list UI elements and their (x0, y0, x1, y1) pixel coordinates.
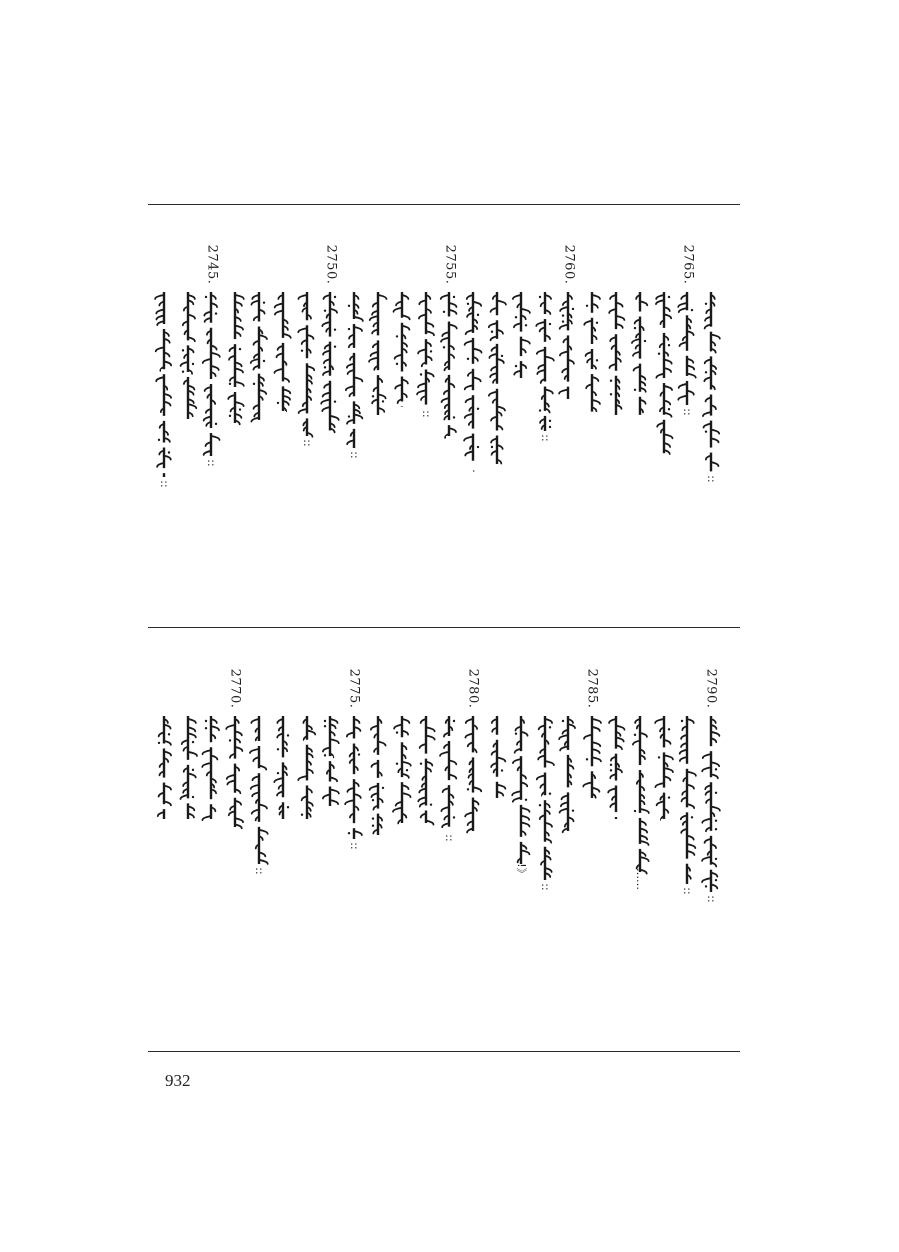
end-punctuation: :: (681, 887, 695, 895)
mongolian-script-line (177, 292, 199, 441)
mongolian-script-line (438, 716, 460, 853)
mongolian-script-line (367, 292, 389, 437)
top-rule (148, 204, 740, 205)
end-punctuation: …… (633, 868, 647, 890)
mongolian-script-line (534, 716, 556, 902)
mongolian-script-line (486, 716, 508, 820)
mongolian-script-line (486, 292, 508, 486)
end-punctuation: :: (705, 475, 719, 483)
mongolian-script-line (510, 716, 532, 886)
end-punctuation: :: (705, 895, 719, 903)
mongolian-script-line (177, 716, 199, 841)
end-punctuation: :: (253, 867, 266, 875)
mongolian-script-line (462, 716, 484, 853)
mongolian-script-line (653, 292, 675, 478)
mongolian-script-line (415, 292, 437, 429)
mongolian-script-line (581, 292, 603, 437)
end-punctuation: :: (538, 883, 552, 891)
middle-rule (148, 627, 740, 628)
end-punctuation: :: (443, 834, 457, 842)
mongolian-script-line (557, 716, 579, 853)
end-punctuation: !》 (514, 863, 528, 879)
line-number: 2765. (679, 244, 695, 284)
mongolian-script-line (605, 292, 627, 437)
end-punctuation: :: (348, 842, 362, 850)
verse-block-upper (148, 240, 740, 510)
line-number: 2775. (346, 668, 362, 708)
mongolian-script-line (272, 292, 294, 433)
mongolian-script-line (676, 716, 698, 906)
mongolian-script-line (343, 292, 365, 470)
mongolian-script-line (462, 292, 484, 486)
line-number: 2785. (584, 668, 600, 708)
mongolian-script-line (296, 292, 318, 458)
end-punctuation: :: (157, 480, 171, 488)
line-number: 2780. (465, 668, 481, 708)
mongolian-script-line (605, 716, 627, 841)
mongolian-script-line (629, 292, 651, 437)
mongolian-script-line (248, 716, 270, 886)
mongolian-script-line (224, 716, 246, 849)
mongolian-script-line (343, 716, 365, 861)
line-number: 2755. (441, 244, 457, 284)
page-number: 932 (165, 1071, 191, 1090)
mongolian-script-line (510, 292, 532, 400)
mongolian-script-line (629, 716, 651, 894)
mongolian-script-line (200, 292, 222, 478)
end-punctuation: :: (205, 459, 219, 467)
mongolian-script-line (415, 716, 437, 845)
end-punctuation: :: (300, 439, 314, 447)
mongolian-script-line (296, 716, 318, 841)
mongolian-script-line (367, 716, 389, 857)
mongolian-script-line (700, 292, 722, 494)
mongolian-script-line (438, 292, 460, 458)
mongolian-script-line (248, 292, 270, 445)
end-punctuation: :: (681, 408, 695, 416)
mongolian-script-line (653, 716, 675, 841)
end-punctuation: :: (538, 434, 552, 442)
mongolian-script-line (319, 716, 341, 828)
mongolian-script-line (224, 292, 246, 445)
end-punctuation: · (467, 469, 481, 473)
mongolian-script-line (676, 292, 698, 427)
mongolian-script-line (272, 716, 294, 841)
end-punctuation: :: (419, 410, 433, 418)
line-number: 2770. (227, 668, 243, 708)
mongolian-script-line (153, 292, 175, 499)
mongolian-script-line (200, 716, 222, 841)
mongolian-script-line (319, 292, 341, 453)
mongolian-script-line (557, 292, 579, 421)
mongolian-script-line (581, 716, 603, 820)
verse-block-lower (148, 664, 740, 934)
mongolian-script-line (700, 716, 722, 914)
mongolian-script-line (153, 716, 175, 841)
line-number: 2750. (322, 244, 338, 284)
bottom-rule (148, 1051, 740, 1052)
mongolian-script-line (534, 292, 556, 453)
mongolian-script-line (391, 292, 413, 429)
line-number: 2760. (560, 244, 576, 284)
mongolian-script-line (391, 716, 413, 845)
line-number: 2745. (203, 244, 219, 284)
line-number: 2790. (703, 668, 719, 708)
end-punctuation: :: (348, 451, 362, 459)
